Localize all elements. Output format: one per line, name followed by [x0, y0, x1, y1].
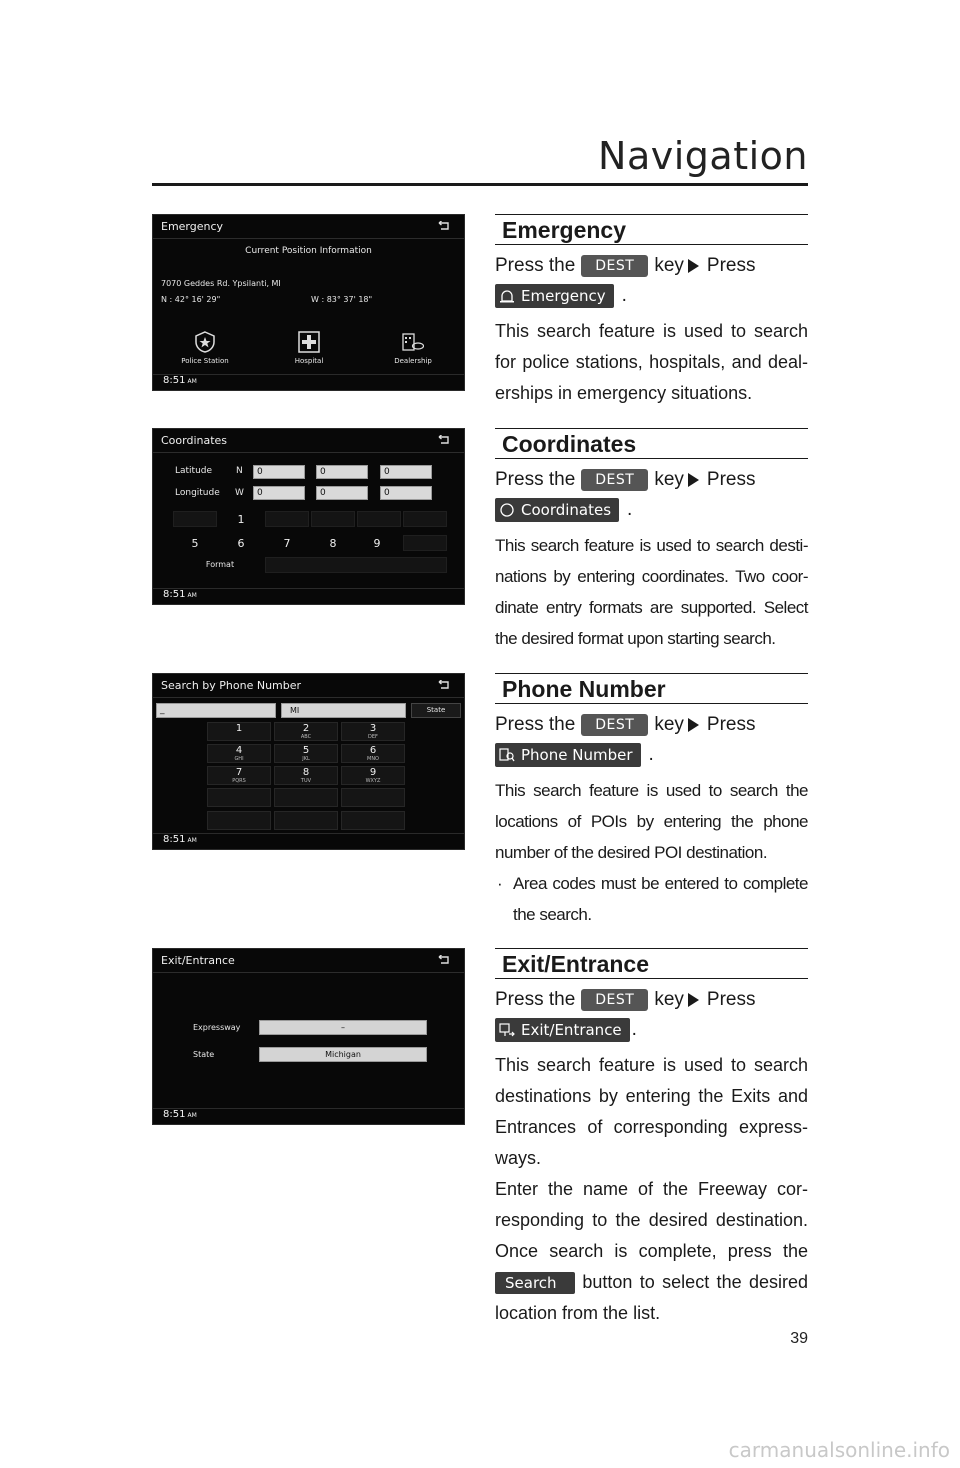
- keypad-key-disabled: [207, 811, 271, 830]
- longitude-degrees-field[interactable]: 0: [253, 486, 305, 500]
- screen-titlebar: [153, 949, 464, 973]
- phone-number-screenshot: [152, 673, 465, 850]
- keypad-key-5[interactable]: 5 JKL: [274, 744, 338, 763]
- state-field[interactable]: Michigan: [259, 1047, 427, 1062]
- section-body: This search feature is used to search for police stations, hospitals, and deal-erships in emergency situations.: [495, 321, 808, 403]
- coordinates-section: [495, 428, 808, 654]
- section-heading: [495, 428, 808, 459]
- dest-key: DEST: [581, 469, 648, 491]
- police-station-button[interactable]: [155, 331, 255, 365]
- watermark: carmanualsonline.info: [728, 1438, 950, 1462]
- keypad-key-8[interactable]: 8: [329, 537, 337, 550]
- phone-search-icon: [499, 748, 515, 762]
- keypad-key-3[interactable]: 3 DEF: [341, 722, 405, 741]
- screen-title: Exit/Entrance: [161, 954, 235, 967]
- keypad-key-disabled: [403, 511, 447, 527]
- keypad-key-disabled: [265, 511, 309, 527]
- back-icon[interactable]: [438, 435, 450, 444]
- clock: 8:51 AM: [163, 375, 197, 386]
- coordinates-screenshot: [152, 428, 465, 605]
- menu-instruction: Coordinates .: [495, 498, 808, 522]
- back-icon[interactable]: [438, 955, 450, 964]
- expressway-label: Expressway: [193, 1023, 241, 1032]
- exit-entrance-menu-button: Exit/Entrance: [495, 1018, 630, 1042]
- instruction-line: Press the DEST key Press: [495, 255, 756, 276]
- section-title: Coordinates: [502, 431, 637, 457]
- dest-key: DEST: [581, 714, 648, 736]
- back-icon[interactable]: [438, 680, 450, 689]
- dest-key: DEST: [581, 255, 648, 277]
- back-icon[interactable]: [438, 221, 450, 230]
- latitude-seconds-field[interactable]: 0: [380, 465, 432, 479]
- section-title: Emergency: [502, 217, 627, 243]
- screen-title: Coordinates: [161, 434, 228, 447]
- screen-title: Search by Phone Number: [161, 679, 302, 692]
- screen-titlebar: [153, 215, 464, 239]
- screen-statusbar: [153, 588, 464, 604]
- keypad-key-6[interactable]: 6 MNO: [341, 744, 405, 763]
- state-button[interactable]: State: [411, 703, 461, 718]
- keypad-key-disabled: [341, 811, 405, 830]
- latitude-hemisphere: N: [236, 466, 243, 476]
- police-station-label: Police Station: [181, 357, 229, 365]
- dealership-icon: [402, 331, 424, 353]
- section-body: This search feature is used to search the locations of POIs by entering the phone number of the desired POI destination.: [495, 781, 808, 862]
- screen-titlebar: [153, 429, 464, 453]
- screen-statusbar: [153, 374, 464, 390]
- clock: 8:51 AM: [163, 834, 197, 845]
- keypad-key-disabled: [403, 535, 447, 551]
- keypad-key-9[interactable]: 9: [373, 537, 381, 550]
- arrow-right-icon: [688, 993, 699, 1007]
- section-heading: [495, 214, 808, 245]
- section-heading: [495, 673, 808, 704]
- dealership-button[interactable]: [363, 331, 463, 365]
- exit-entrance-section: [495, 948, 808, 1329]
- compass-icon: [499, 503, 515, 517]
- keypad-key-disabled: [341, 788, 405, 807]
- keypad-key-disabled: [265, 557, 447, 573]
- keypad-key-disabled: [274, 811, 338, 830]
- phone-number-section: [495, 673, 808, 930]
- screen-titlebar: [153, 674, 464, 698]
- longitude-hemisphere: W: [235, 488, 244, 498]
- emergency-section: [495, 214, 808, 409]
- menu-instruction: Emergency .: [495, 284, 808, 308]
- keypad-key-1[interactable]: 1: [237, 513, 245, 526]
- search-button: Search: [495, 1272, 575, 1294]
- section-body-continued: Enter the name of the Freeway cor-responding to the desired destination. Once search is complete, press the Search button to select the desired location from the list.: [495, 1179, 808, 1323]
- note-text: Area codes must be entered to complete the search.: [513, 874, 808, 924]
- longitude-readout: W : 83° 37' 18": [311, 295, 373, 304]
- current-position-label: Current Position Information: [245, 246, 372, 256]
- current-address: 7070 Geddes Rd. Ypsilanti, MI: [161, 279, 281, 288]
- bullet-mark: ·: [497, 874, 503, 893]
- header-rule: [152, 183, 808, 186]
- state-label: State: [193, 1050, 215, 1059]
- keypad-key-7[interactable]: 7: [283, 537, 291, 550]
- section-body: This search feature is used to search destinations by entering the Exits and Entrances of corresponding express-ways.: [495, 1055, 808, 1168]
- longitude-minutes-field[interactable]: 0: [316, 486, 368, 500]
- latitude-label: Latitude: [175, 466, 213, 476]
- state-value: MI: [281, 703, 406, 718]
- latitude-minutes-field[interactable]: 0: [316, 465, 368, 479]
- arrow-right-icon: [688, 473, 699, 487]
- section-title: Exit/Entrance: [502, 951, 649, 977]
- siren-icon: [499, 289, 515, 303]
- page-number: 39: [790, 1330, 808, 1347]
- instruction-line: Press the DEST key Press: [495, 469, 756, 490]
- section-note: [495, 868, 808, 930]
- keypad-key-8[interactable]: 8 TUV: [274, 766, 338, 785]
- exit-sign-icon: [499, 1023, 515, 1037]
- keypad-key-disabled: [274, 788, 338, 807]
- longitude-seconds-field[interactable]: 0: [380, 486, 432, 500]
- keypad-key-2[interactable]: 2 ABC: [274, 722, 338, 741]
- instruction-line: Press the DEST key Press: [495, 989, 756, 1010]
- section-title: Phone Number: [502, 676, 666, 702]
- keypad-key-disabled: [173, 511, 217, 527]
- keypad-key-5[interactable]: 5: [191, 537, 199, 550]
- phone-number-menu-button: Phone Number: [495, 743, 641, 767]
- keypad-key-disabled: [357, 511, 401, 527]
- keypad-key-6[interactable]: 6: [237, 537, 245, 550]
- latitude-readout: N : 42° 16' 29": [161, 295, 221, 304]
- instruction-line: Press the DEST key Press: [495, 714, 756, 735]
- screen-statusbar: [153, 1108, 464, 1124]
- page-title: Navigation: [598, 134, 808, 178]
- page-header: [152, 128, 808, 186]
- arrow-right-icon: [688, 718, 699, 732]
- section-body: This search feature is used to search desti-nations by entering coordinates. Two coor-dinate entry formats are supported. Select the desired format upon starting search.: [495, 536, 808, 648]
- keypad-key-9[interactable]: 9 WXYZ: [341, 766, 405, 785]
- latitude-degrees-field[interactable]: 0: [253, 465, 305, 479]
- dealership-label: Dealership: [394, 357, 432, 365]
- keypad-key-disabled: [207, 788, 271, 807]
- clock: 8:51 AM: [163, 1109, 197, 1120]
- keypad-key-4[interactable]: 4 GHI: [207, 744, 271, 763]
- keypad-key-disabled: [311, 511, 355, 527]
- arrow-right-icon: [688, 259, 699, 273]
- menu-instruction: Exit/Entrance .: [495, 1018, 808, 1042]
- coordinates-menu-button: Coordinates: [495, 498, 619, 522]
- menu-instruction: Phone Number .: [495, 743, 808, 767]
- hospital-label: Hospital: [294, 357, 324, 365]
- phone-number-input[interactable]: _: [156, 703, 276, 718]
- police-badge-icon: [194, 331, 216, 353]
- screen-title: Emergency: [161, 220, 224, 233]
- hospital-button[interactable]: [259, 331, 359, 365]
- keypad-key-1[interactable]: 1: [207, 722, 271, 741]
- longitude-label: Longitude: [175, 488, 220, 498]
- hospital-cross-icon: [298, 331, 320, 353]
- section-heading: [495, 948, 808, 979]
- screen-statusbar: [153, 833, 464, 849]
- clock: 8:51 AM: [163, 589, 197, 600]
- dest-key: DEST: [581, 989, 648, 1011]
- keypad-key-7[interactable]: 7 PQRS: [207, 766, 271, 785]
- emergency-menu-button: Emergency: [495, 284, 614, 308]
- expressway-field[interactable]: –: [259, 1020, 427, 1035]
- format-button[interactable]: Format: [205, 560, 235, 569]
- emergency-screenshot: [152, 214, 465, 391]
- exit-entrance-screenshot: [152, 948, 465, 1125]
